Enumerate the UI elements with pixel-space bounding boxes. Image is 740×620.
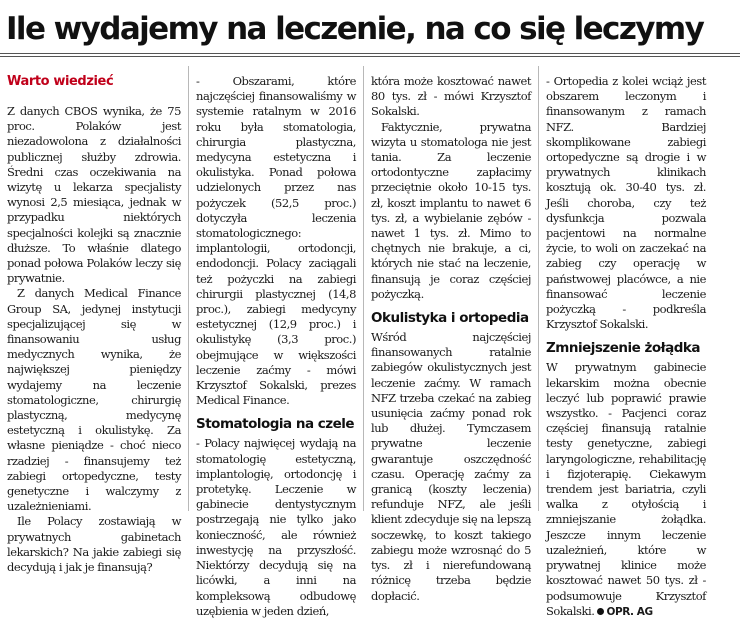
column-divider-1 [188, 66, 189, 511]
paragraph-text: W prywatnym gabinecie lekarskim można obecnie leczyć lub poprawić prawie wszystko. - Pacjenci coraz częściej finansują ratalnie testy genetyczne, zabiegi laryngologiczne, rehabilitację i fizjoterapię. Ciekawym trendem jest bariatria, czyli walka z otyłością i zmniejszanie żołądka. Jeszcze innym leczenie uzależnień, które w prywatnej klinice może kosztować nawet 50 tys. zł - podsumowuje Krzysztof Sokalski. [546, 360, 706, 618]
top-rule [0, 53, 740, 54]
column-2 [196, 74, 356, 618]
author-signature: OPR. AG [606, 605, 653, 618]
paragraph [546, 360, 706, 619]
paragraph: Z danych CBOS wynika, że 75 proc. Polaków jest niezadowolona z działalności publicznej służby zdrowia. Średni czas oczekiwania na wizytę u lekarza specjalisty wynosi 2,5 miesiąca, jednak w przypadku niektórych specjalności kolejki są znacznie dłuższe. To właśnie dlatego ponad połowa Polaków leczy się prywatnie. [7, 104, 181, 286]
paragraph: - Obszarami, które najczęściej finansowaliśmy w systemie ratalnym w 2016 roku była stomatologia, chirurgia plastyczna, medycyna estetyczna i okulistyka. Ponad połowa udzielonych przez nas pożyczek (52,5 proc.) dotyczyła leczenia stomatologicznego: implantologii, ortodoncji, endodoncji. Polacy zaciągali też pożyczki na zabiegi chirurgii plastycznej (14,8 proc.), zabiegi medycyny estetycznej (12,9 proc.) i okulistykę (3,3 proc.) obejmujące w większości leczenie zaćmy - mówi Krzysztof Sokalski, prezes Medical Finance. [196, 74, 356, 408]
column-4 [546, 74, 706, 618]
column-divider-3 [538, 66, 539, 511]
column-3 [371, 74, 531, 603]
paragraph: Wśród najczęściej finansowanych ratalnie zabiegów okulistycznych jest leczenie zaćmy. W ramach NFZ trzeba czekać na zabieg usunięcia zaćmy ponad rok lub dłużej. Tymczasem prywatne leczenie gwarantuje oszczędność czasu. Operację zaćmy za granicą (koszty leczenia) refunduje NFZ, ale jeśli klient zdecyduje się na lepszą soczewkę, to koszt takiego zabiegu może wzrosnąć do 5 tys. zł i nierefundowaną różnicę trzeba będzie dopłacić. [371, 330, 531, 603]
paragraph: - Ortopedia z kolei wciąż jest obszarem leczonym i finansowanym z ramach NFZ. Bardziej skomplikowane zabiegi ortopedyczne są drogie i w prywatnych klinikach kosztują ok. 30-40 tys. zł. Jeśli choroba, czy też dysfunkcja pozwala pacjentowi na normalne życie, to woli on zaczekać na zabieg czy operację w państwowej placówce, a nie finansować leczenie pożyczką - podkreśla Krzysztof Sokalski. [546, 74, 706, 332]
paragraph: Z danych Medical Finance Group SA, jedynej instytucji specjalizującej się w finansowaniu usług medycznych wynika, że największej pieniędzy wydajemy na leczenie stomatologiczne, chirurgię plastyczną, medycynę estetyczną i okulistykę. Za własne pieniądze - choć nieco rzadziej - finansujemy też zabiegi ortopedyczne, testy genetyczne i walczymy z uzależnieniami. [7, 286, 181, 514]
column-1 [7, 74, 181, 575]
section-heading: Zmniejszenie żołądka [546, 340, 701, 357]
paragraph: Ile Polacy zostawiają w prywatnych gabinetach lekarskich? Na jakie zabiegi się decydują i jak je finansują? [7, 514, 181, 575]
paragraph: która może kosztować nawet 80 tys. zł - mówi Krzysztof Sokalski. [371, 74, 531, 119]
paragraph: - Polacy najwięcej wydają na stomatologię estetyczną, implantologię, ortodoncję i protetykę. Leczenie w gabinecie dentystycznym postrzegają nie tylko jako konieczność, ale również inwestycję na przyszłość. Niektórzy decydują się na licówki, a inni na kompleksową odbudowę uzębienia w jeden dzień, [196, 436, 356, 618]
section-heading: Okulistyka i ortopedia [371, 310, 529, 327]
section-heading: Stomatologia na czele [196, 416, 355, 433]
second-rule [0, 56, 740, 57]
headline: Ile wydajemy na leczenie, na co się leczymy [6, 11, 704, 47]
paragraph: Faktycznie, prywatna wizyta u stomatologa nie jest tania. Za leczenie ortodontyczne zapłacimy przeciętnie około 10-15 tys. zł, koszt implantu to nawet 6 tys. zł, a wybielanie zębów - nawet 1 tys. zł. Mimo to chętnych nie brakuje, a ci, których nie stać na leczenie, finansują je coraz częściej pożyczką. [371, 119, 531, 301]
end-of-article-icon [597, 608, 604, 615]
column-divider-2 [363, 66, 364, 511]
kicker: Warto wiedzieć [7, 74, 114, 89]
